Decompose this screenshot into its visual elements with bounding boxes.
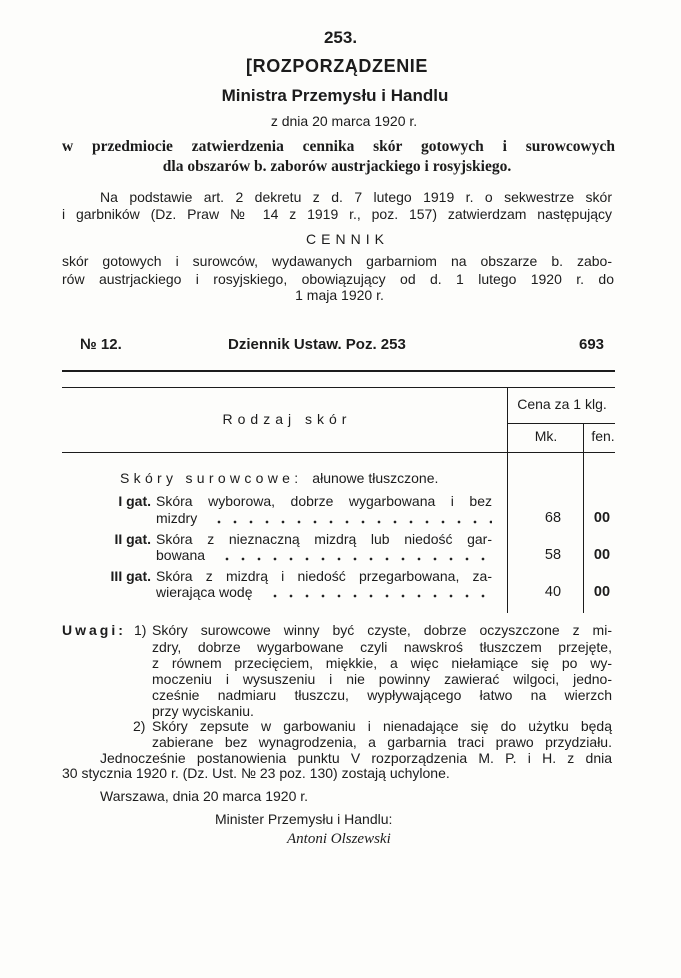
cennik-heading: CENNIK — [306, 231, 389, 247]
journal-title: Dziennik Ustaw. Poz. 253 — [228, 336, 406, 353]
ordinance-title: [ROZPORZĄDZENIE — [246, 56, 428, 76]
fen-column-header: fen. — [591, 428, 615, 444]
note-1-line: z równem przecięciem, miękkie, a więc niełamiące się po wy- — [152, 655, 612, 671]
page-number: 693 — [579, 336, 605, 353]
price-column-header: Cena za 1 klg. — [517, 396, 607, 412]
grade-label: II gat. — [114, 531, 151, 547]
note-1-line: zdry, dobrze wygarbowane czyli nawskroś tłuszczem przejęte, — [152, 639, 612, 655]
grade-label: I gat. — [118, 493, 151, 509]
note-1-number: 1) — [134, 622, 147, 638]
grade-description-line-1: Skóra z nieznaczną mizdrą lub niedość gar- — [156, 531, 492, 547]
dot-leader — [215, 547, 492, 564]
mk-column-header: Mk. — [534, 428, 558, 444]
cennik-line-3: 1 maja 1920 r. — [295, 287, 384, 303]
signatory-title: Minister Przemysłu i Handlu: — [215, 811, 393, 827]
grade-label: III gat. — [110, 568, 151, 584]
note-2-line: zabierane bez wynagrodzenia, a garbarnia traci prawo przydziału. — [152, 734, 612, 750]
place-and-date: Warszawa, dnia 20 marca 1920 r. — [100, 788, 309, 804]
subject-line-1: w przedmiocie zatwierdzenia cennika skór gotowych i surowcowych — [62, 138, 615, 155]
type-column-header: Rodzaj skór — [222, 411, 352, 427]
price-fen: 00 — [593, 510, 611, 526]
grade-description-line-2 — [156, 547, 492, 564]
notes-label: Uwagi: — [62, 622, 126, 638]
ordinance-number: 253. — [323, 28, 358, 47]
preamble-line-1: Na podstawie art. 2 dekretu z d. 7 lutego 1919 r. o sekwestrze skór — [100, 189, 612, 205]
cennik-line-1: skór gotowych i surowców, wydawanych garbarniom na obszarze b. zabo- — [62, 253, 612, 269]
note-1-line: cześnie nadmiaru tłuszczu, wypływającego łatwo na wierzch — [152, 687, 612, 703]
ordinance-issuer: Ministra Przemysłu i Handlu — [221, 86, 449, 105]
grade-description-line-1: Skóra z mizdrą i niedość przegarbowana, za- — [156, 568, 492, 584]
table-section-heading — [120, 470, 500, 487]
table-header-rule — [62, 452, 615, 453]
table-top-rule — [62, 387, 615, 388]
grade-description-text: wierająca wodę — [156, 584, 253, 600]
closing-line-2: 30 stycznia 1920 r. (Dz. Ust. № 23 poz. 130) zostają uchylone. — [62, 765, 450, 781]
section-label: Skóry surowcowe: — [120, 470, 303, 486]
price-mk: 58 — [544, 547, 562, 563]
price-header-rule — [507, 423, 615, 424]
cennik-line-2: rów austrjackiego i rosyjskiego, obowiązujący od d. 1 lutego 1920 r. do — [62, 271, 614, 287]
subject-line-2: dla obszarów b. zaborów austrjackiego i rosyjskiego. — [162, 158, 512, 175]
grade-description-text: bowana — [156, 547, 206, 563]
closing-line-1: Jednocześnie postanowienia punktu V rozporządzenia M. P. i H. z dnia — [100, 750, 612, 766]
price-fen: 00 — [593, 547, 611, 563]
price-mk: 40 — [544, 584, 562, 600]
signatory-name: Antoni Olszewski — [287, 831, 391, 847]
ordinance-date: z dnia 20 marca 1920 r. — [270, 113, 418, 129]
note-2-line: Skóry zepsute w garbowaniu i nienadające się do użytku będą — [152, 718, 612, 734]
section-description: ałunowe tłuszczone. — [312, 470, 439, 486]
note-1-line: moczeniu i wysuszeniu i nie powinny zawierać wilgoci, jedno- — [152, 671, 612, 687]
dot-leader — [263, 584, 493, 601]
preamble-line-2: i garbników (Dz. Praw № 14 z 1919 r., poz. 157) zatwierdzam następujący — [62, 206, 612, 222]
note-2-number: 2) — [133, 718, 146, 734]
price-fen: 00 — [593, 584, 611, 600]
grade-description-line-2 — [156, 584, 492, 601]
grade-description-line-1: Skóra wyborowa, dobrze wygarbowana i bez — [156, 493, 492, 509]
grade-description-line-2 — [156, 510, 492, 527]
note-1-line: przy wyciskaniu. — [152, 703, 254, 719]
grade-description-text: mizdry — [156, 510, 198, 526]
dot-leader — [207, 510, 492, 527]
top-rule — [62, 370, 615, 372]
issue-number: № 12. — [80, 336, 122, 353]
note-1-line: Skóry surowcowe winny być czyste, dobrze oczyszczone z mi- — [152, 622, 612, 638]
price-mk: 68 — [544, 510, 562, 526]
